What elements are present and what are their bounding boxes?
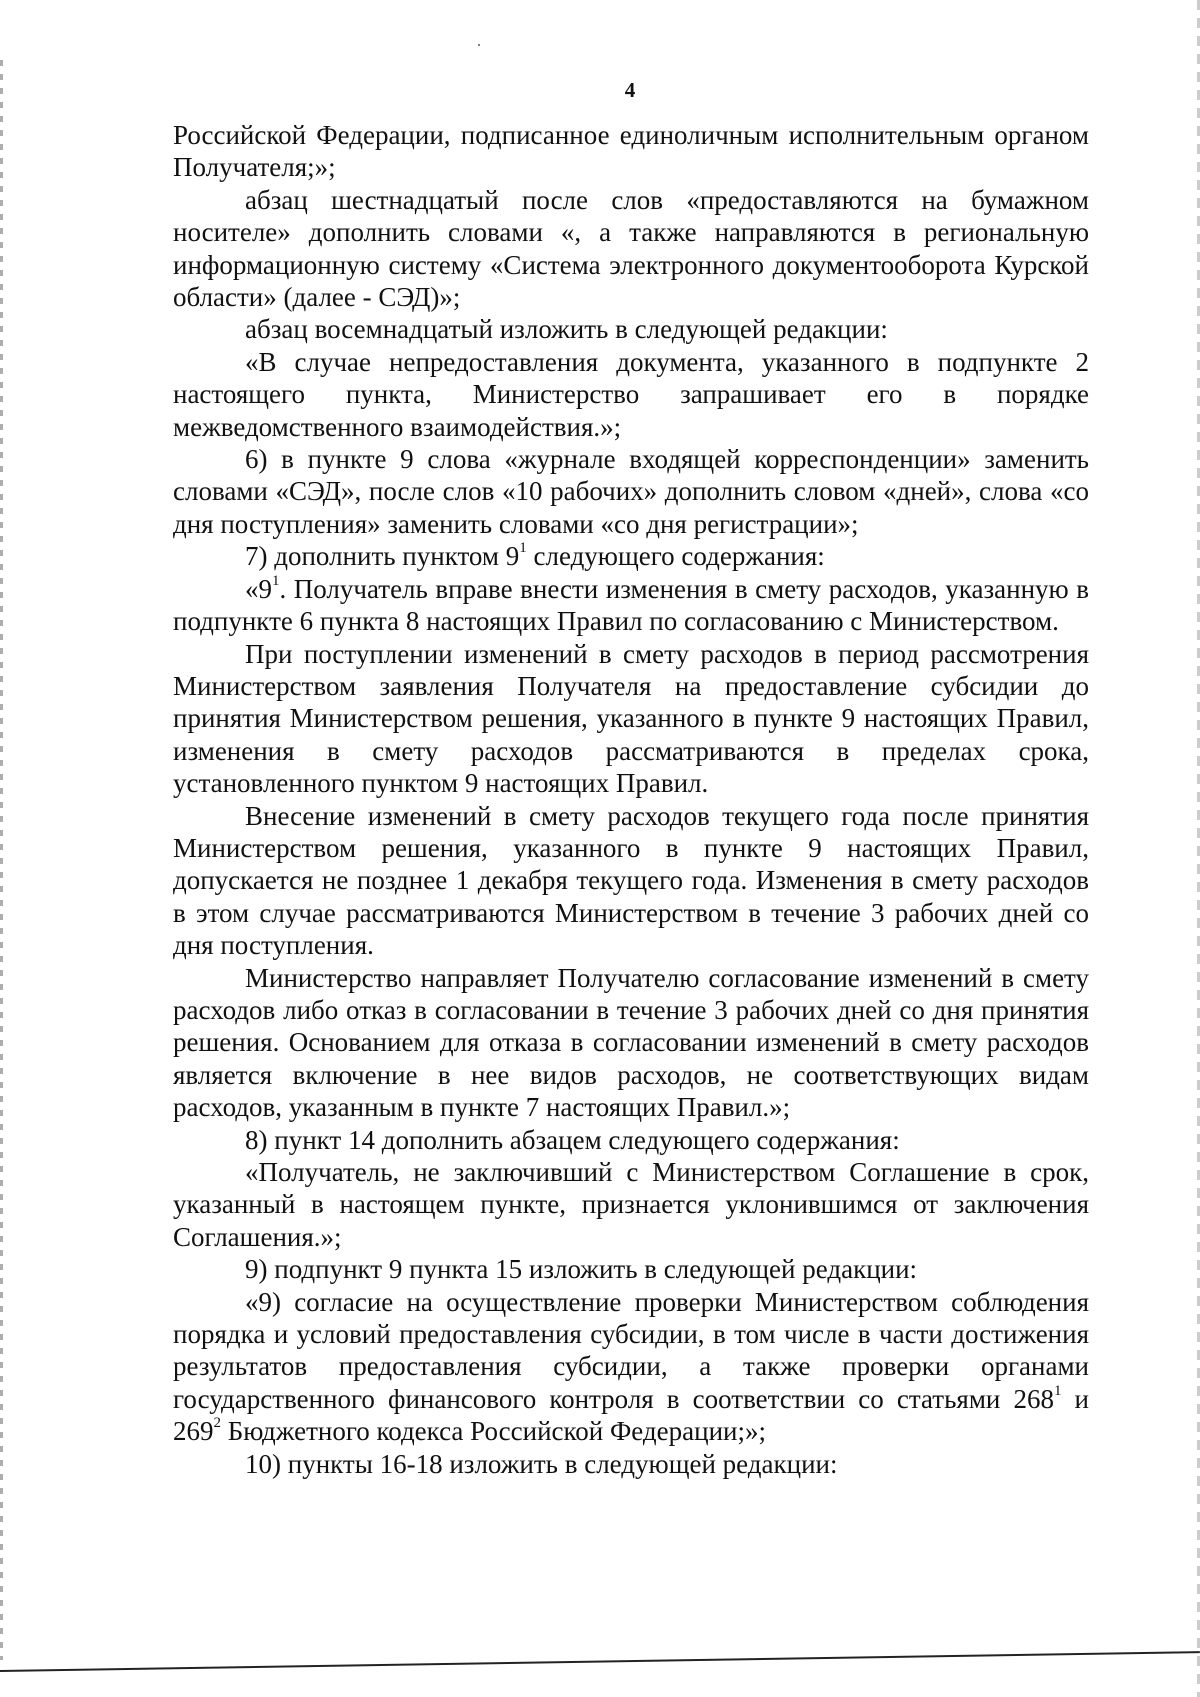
paragraph-14-superscript-1: 1 bbox=[1053, 1382, 1062, 1399]
paragraph-15: 10) пункты 16-18 изложить в следующей редакции: bbox=[245, 1448, 838, 1479]
paragraph-14-text-c: Бюджетного кодекса Российской Федерации;»; bbox=[221, 1416, 766, 1447]
paragraph-7-text-a: «9 bbox=[245, 573, 272, 604]
paragraph-1: Российской Федерации, подписанное единоличным исполнительным органом Получателя;»; bbox=[173, 120, 1089, 183]
scan-edge-bottom bbox=[0, 1651, 1200, 1672]
document-body bbox=[173, 119, 1089, 1480]
scan-speck bbox=[478, 44, 480, 46]
paragraph-14-superscript-2: 2 bbox=[213, 1415, 221, 1432]
paragraph-2: абзац шестнадцатый после слов «предоставляются на бумажном носителе» дополнить словами «, а также направляются в региональную информационную систему «Система электронного документооборота Курской области» (далее - СЭД)»; bbox=[173, 184, 1089, 313]
paragraph-12: «Получатель, не заключивший с Министерством Соглашение в срок, указанный в настоящем пункте, признается уклонившимся от заключения Соглашения.»; bbox=[173, 1157, 1089, 1252]
paragraph-14-text-b: и 269 bbox=[173, 1383, 1089, 1447]
paragraph-10: Министерство направляет Получателю согласование изменений в смету расходов либо отказ в согласовании в течение 3 рабочих дней со дня принятия решения. Основанием для отказа в согласовании изменений в смету расходов является включение в нее видов расходов, не соответствующих видам расходов, указанным в пункте 7 настоящих Правил.»; bbox=[173, 962, 1089, 1123]
paragraph-7-superscript: 1 bbox=[272, 572, 280, 589]
paragraph-14 bbox=[173, 1286, 1089, 1448]
paragraph-4: «В случае непредоставления документа, указанного в подпункте 2 настоящего пункта, Министерство запрашивает его в порядке межведомственного взаимодействия.»; bbox=[173, 346, 1089, 442]
scan-edge-left bbox=[0, 60, 3, 1660]
paragraph-7 bbox=[173, 573, 1089, 638]
page-number: 4 bbox=[624, 78, 636, 102]
paragraph-3: абзац восемнадцатый изложить в следующей редакции: bbox=[245, 314, 888, 345]
paragraph-6 bbox=[173, 540, 1089, 572]
paragraph-6-superscript: 1 bbox=[519, 540, 527, 557]
paragraph-6-text-b: следующего содержания: bbox=[526, 541, 825, 572]
paragraph-13: 9) подпункт 9 пункта 15 изложить в следующей редакции: bbox=[245, 1254, 918, 1285]
paragraph-9: Внесение изменений в смету расходов текущего года после принятия Министерством решения, указанного в пункте 9 настоящих Правил, допускается не позднее 1 декабря текущего года. Изменения в смету расходов в этом случае рассматриваются Министерством в течение 3 рабочих дней со дня поступления. bbox=[173, 800, 1089, 961]
paragraph-6-text-a: 7) дополнить пунктом 9 bbox=[245, 541, 520, 572]
paragraph-7-text-b: . Получатель вправе внести изменения в смету расходов, указанную в подпункте 6 пункта 8 настоящих Правил по согласованию с Министерством. bbox=[173, 573, 1089, 637]
paragraph-11: 8) пункт 14 дополнить абзацем следующего содержания: bbox=[245, 1124, 900, 1155]
paragraph-5: 6) в пункте 9 слова «журнале входящей корреспонденции» заменить словами «СЭД», после слов «10 рабочих» дополнить словом «дней», слова «со дня поступления» заменить словами «со дня регистрации»; bbox=[173, 444, 1089, 539]
paragraph-8: При поступлении изменений в смету расходов в период рассмотрения Министерством заявления Получателя на предоставление субсидии до принятия Министерством решения, указанного в пункте 9 настоящих Правил, изменения в смету расходов рассматриваются в пределах срока, установленного пунктом 9 настоящих Правил. bbox=[173, 638, 1089, 799]
paragraph-14-text-a: «9) согласие на осуществление проверки Министерством соблюдения порядка и условий предоставления субсидии, в том числе в части достижения результатов предоставления субсидии, а также проверки органами государственного финансового контроля в соответствии со статьями 268 bbox=[173, 1286, 1089, 1414]
